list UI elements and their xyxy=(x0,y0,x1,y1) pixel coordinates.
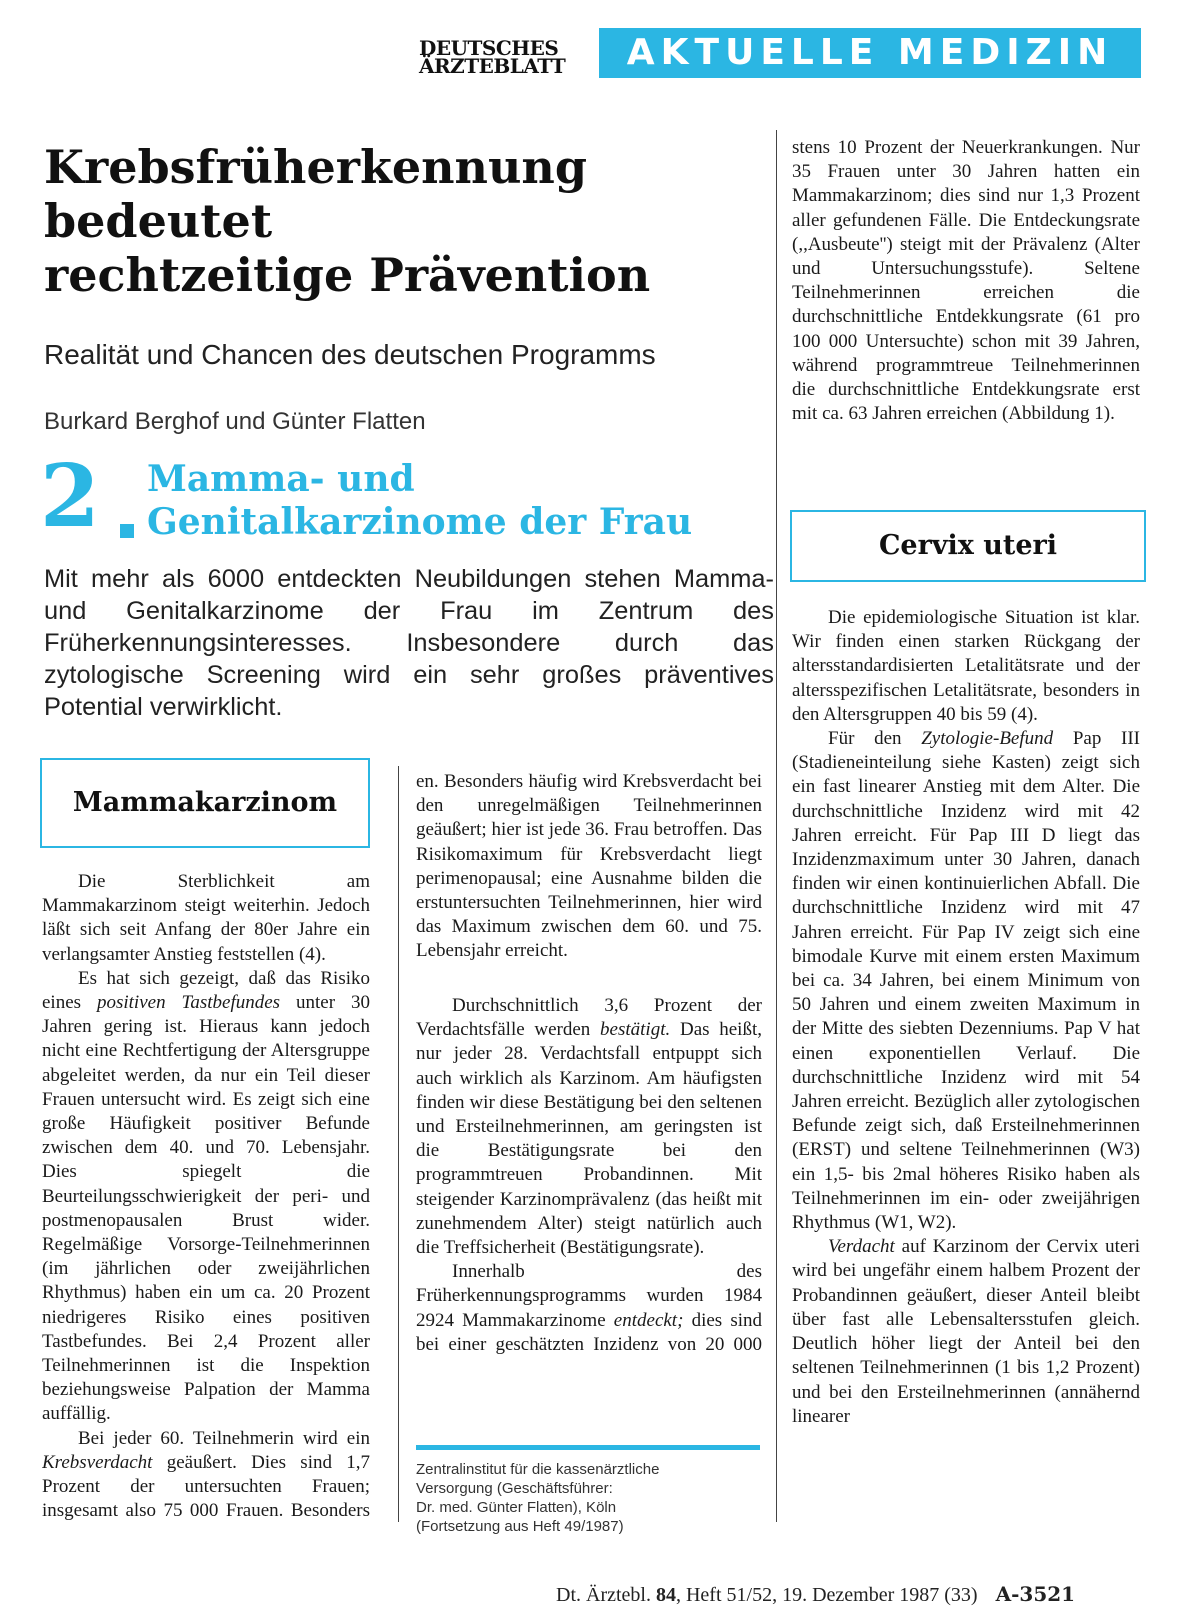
paragraph: Verdacht auf Karzinom der Cervix uteri wird bei ungefähr einem halbem Prozent der Probandinnen geäußert, dieser Anteil bleibt über fast alle Lebensaltersstufen gleich. Deutlich höher liegt der Anteil bei den seltenen Teilnehmerinnen (1 bis 1,2 Prozent) und bei den Ersteilnehmerinnen (annähernd linearer xyxy=(792,1236,1140,1427)
paragraph: Die Sterblichkeit am Mammakarzinom steigt weiterhin. Jedoch läßt sich seit Anfang der 80er Jahre ein verlangsamter Anstieg feststellen (4). xyxy=(42,871,370,965)
part-title xyxy=(147,458,787,544)
paragraph: Die epidemiologische Situation ist klar. Wir finden einen starken Rückgang der altersstandardisierten Letalitätsrate und der altersspezifischen Letalitätsrate, besonders in den Altersgruppen 40 bis 59 (4). xyxy=(792,607,1140,725)
article-authors: Burkard Berghof und Günter Flatten xyxy=(44,408,426,435)
author-affiliation: Zentralinstitut für die kassenärztliche Versorgung (Geschäftsführer: Dr. med. Günter Flatten), Köln (Fortsetzung aus Heft 49/1987) xyxy=(416,1461,660,1535)
part-title-line-1: Mamma- und xyxy=(147,458,415,500)
logo-line-1: DEUTSCHES xyxy=(419,36,559,60)
footnote-bar xyxy=(416,1445,760,1450)
article-subtitle: Realität und Chancen des deutschen Programms xyxy=(44,339,656,370)
article-title xyxy=(44,140,774,302)
paragraph-cont: stens 10 Prozent der Neuerkrankungen. Nur 35 Frauen unter 30 Jahren hatten ein Mammakarzinom; dies sind nur 1,3 Prozent aller gefundenen Fälle. Die Entdeckungsrate (,,Ausbeute'') steigt mit der Prävalenz (Alter und Untersuchungsstufe). Seltene Teilnehmerinnen erreichen die durchschnittliche Entdekkungsrate (61 pro 100 000 Untersuchte) schon mit 39 Jahren, während programmtreue Teilnehmerinnen die durchschnittliche Entdekkungsrate erst mit ca. 63 Jahren erreichen (Abbildung 1). xyxy=(792,137,1140,425)
page-number: A-3521 xyxy=(995,1582,1076,1606)
journal-logo xyxy=(419,36,589,78)
page-footer xyxy=(556,1582,1142,1607)
paragraph-continuation xyxy=(416,770,762,988)
part-number: 2 xyxy=(40,446,100,547)
lead-paragraph: Mit mehr als 6000 entdeckten Neubildungen stehen Mamma- und Genitalkarzinome der Frau im Zentrum des Früherkennungsinteresses. Insbesondere durch das zytologische Screening wird ein sehr großes präventives Potential verwirklicht. xyxy=(44,565,774,721)
section-rubric: AKTUELLE MEDIZIN xyxy=(599,28,1141,78)
citation: Dt. Ärztebl. 84, Heft 51/52, 19. Dezember 1987 (33) xyxy=(556,1584,978,1606)
paragraph-cont: en. Besonders häufig wird Krebsverdacht bei den unregelmäßigen Teilnehmerinnen geäußert; hier ist jede 36. Frau betroffen. Das Risikomaximum für Krebsverdacht liegt perimenopausal; eine Ausnahme bilden die erstuntersuchten Teilnehmerinnen, hier wird das Maximum zwischen dem 60. und 75. Lebensjahr erreicht. xyxy=(416,771,762,962)
title-line-1: Krebsfrüherkennung xyxy=(44,140,588,194)
logo-line-2: ÄRZTEBLATT xyxy=(419,54,566,78)
part-number-square xyxy=(120,524,134,538)
section-heading-cervix-uteri: Cervix uteri xyxy=(790,510,1146,582)
column-1 xyxy=(42,870,370,1523)
paragraph: Für den Zytologie-Befund Pap III (Stadieneinteilung siehe Kasten) zeigt sich ein fast linearer Anstieg mit dem Alter. Die durchschnittliche Inzidenz wird mit 42 Jahren erreicht. Für Pap III D liegt das Inzidenzmaximum unter 30 Jahren, danach finden wir einen kontinuierlichen Abfall. Die durchschnittliche Inzidenz wird mit 47 Jahren erreicht. Für Pap IV zeigt sich eine bimodale Kurve mit einem ersten Maximum bei ca. 34 Jahren, bei einem Minimum von 50 Jahren und einem zweiten Maximum in der Mitte des siebten Dezenniums. Pap V hat einen exponentiellen Verlauf. Die durchschnittliche Inzidenz wird mit 54 Jahren erreicht. Bezüglich aller zytologischen Befunde zeigt sich, daß Ersteilnehmerinnen (ERST) und seltene Teilnehmerinnen (W3) ein 1,5- bis 2mal höheres Risiko haben als Teilnehmerinnen im ein- oder zweijährigen Rhythmus (W1, W2). xyxy=(792,728,1140,1234)
title-line-2: bedeutet xyxy=(44,194,273,248)
paragraph: Bei jeder 60. Teilnehmerin wird ein Krebsverdacht geäußert. Dies sind 1,7 Prozent der untersuchten Frauen; insgesamt also 75 000 Frauen. Besonders xyxy=(42,1427,370,1522)
column-divider-1 xyxy=(398,766,399,1522)
part-title-line-2: Genitalkarzinome der Frau xyxy=(147,501,693,543)
paragraph: Es hat sich gezeigt, daß das Risiko eines positiven Tastbefundes unter 30 Jahren gering ist. Hieraus kann jedoch nicht eine Rechtfertigung der Altersgruppe abgeleitet werden, da nur ein Teil dieser Frauen untersucht wird. Es zeigt sich eine große Häufigkeit positiver Befunde zwischen dem 40. und 70. Lebensjahr. Dies spiegelt die Beurteilungsschwierigkeit der peri- und postmenopausalen Brust wider. Regelmäßige Vorsorge-Teilnehmerinnen (im jährlichen oder zweijährlichen Rhythmus) haben ein um ca. 20 Prozent niedrigeres Risiko eines positiven Tastbefundes. Bei 2,4 Prozent aller Teilnehmerinnen ist die Inspektion beziehungsweise Palpation der Mamma auffällig. xyxy=(42,967,370,1425)
column-2 xyxy=(416,770,762,1356)
column-3-top xyxy=(792,136,1140,426)
paragraph: Innerhalb des Früherkennungsprogramms wurden 1984 2924 Mammakarzinome entdeckt; dies sind bei einer geschätzten Inzidenz von 20 000 xyxy=(416,1261,762,1355)
title-line-3: rechtzeitige Prävention xyxy=(44,248,651,302)
column-3-bottom xyxy=(792,606,1140,1520)
section-heading-mammakarzinom: Mammakarzinom xyxy=(40,758,370,848)
paragraph: Durchschnittlich 3,6 Prozent der Verdachtsfälle werden bestätigt. Das heißt, nur jeder 28. Verdachtsfall entpuppt sich auch wirklich als Karzinom. Am häufigsten finden wir diese Bestätigung bei den seltenen und Ersteilnehmerinnen, am geringsten ist die Bestätigungsrate bei den programmtreuen Probandinnen. Mit steigender Karzinomprävalenz (das heißt mit zunehmendem Alter) steigt natürlich auch die Treffsicherheit (Bestätigungsrate). xyxy=(416,995,762,1259)
column-divider-2 xyxy=(776,130,777,1522)
